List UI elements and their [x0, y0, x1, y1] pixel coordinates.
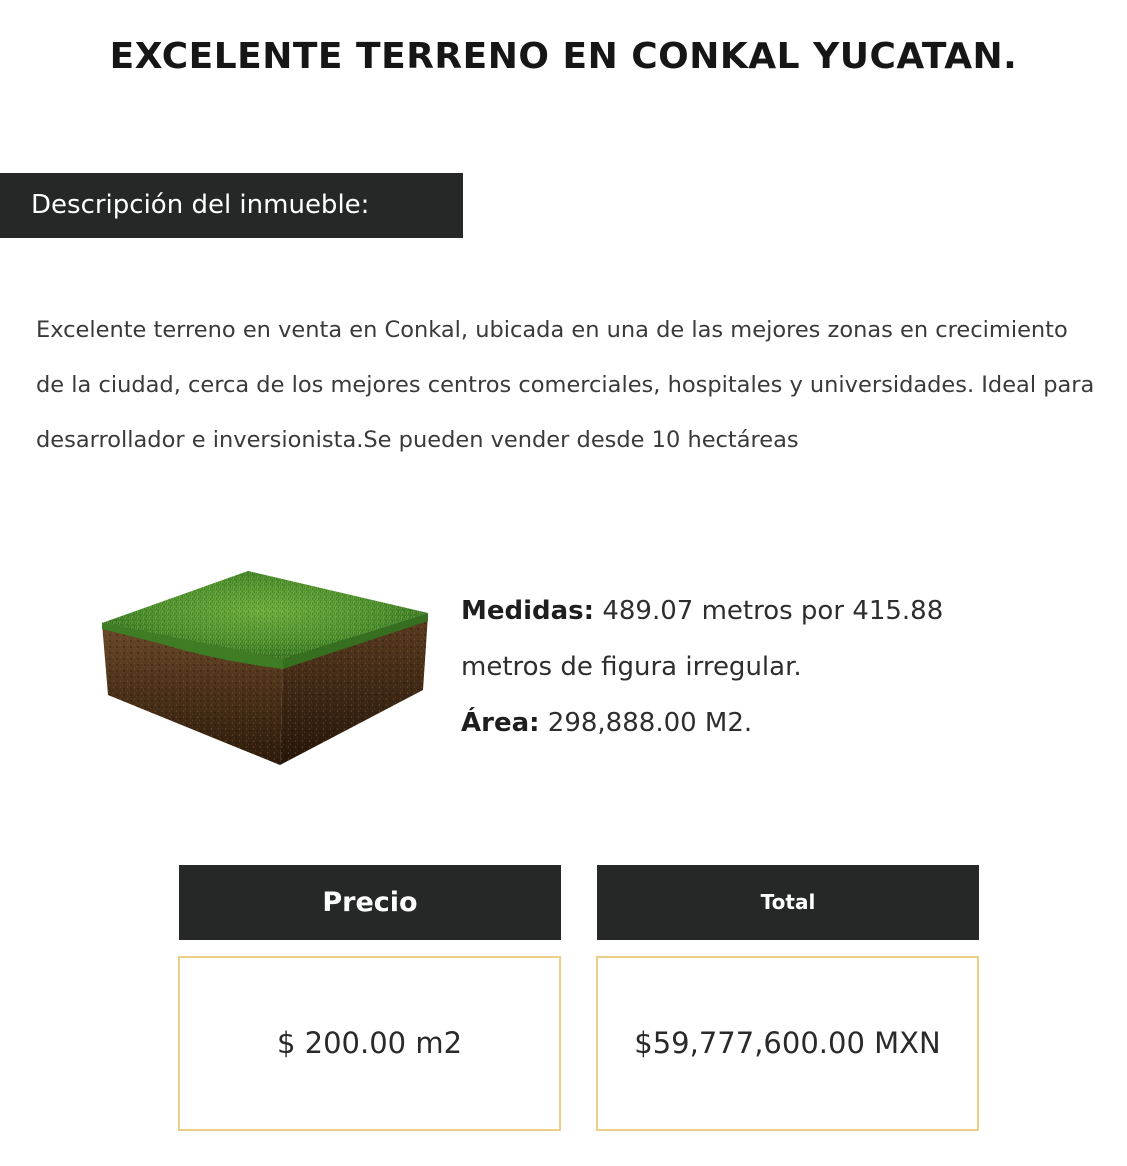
area-label: Área: [461, 708, 540, 738]
page-title: EXCELENTE TERRENO EN CONKAL YUCATAN. [109, 36, 1018, 77]
grass-terrain-image [98, 565, 433, 775]
measurements-label: Medidas: [461, 596, 595, 626]
price-header: Precio [179, 865, 561, 940]
property-description: Excelente terreno en venta en Conkal, ubicada en una de las mejores zonas en crecimiento de la ciudad, cerca de los mejores centros comerciales, hospitales y universidades. Ideal para desarrollador e inversionista.Se pueden vender desde 10 hectáreas [36, 317, 1095, 453]
total-header: Total [597, 865, 979, 940]
description-section-header: Descripción del inmueble: [0, 173, 463, 238]
total-value: $59,777,600.00 MXN [596, 956, 979, 1131]
property-specs [461, 583, 1021, 751]
measurements-value: 489.07 metros por 415.88 metros de figura irregular. [461, 596, 944, 682]
measurements-spec [461, 583, 1021, 695]
area-value: 298,888.00 M2. [539, 708, 753, 738]
area-spec [461, 695, 1021, 751]
price-value: $ 200.00 m2 [178, 956, 561, 1131]
